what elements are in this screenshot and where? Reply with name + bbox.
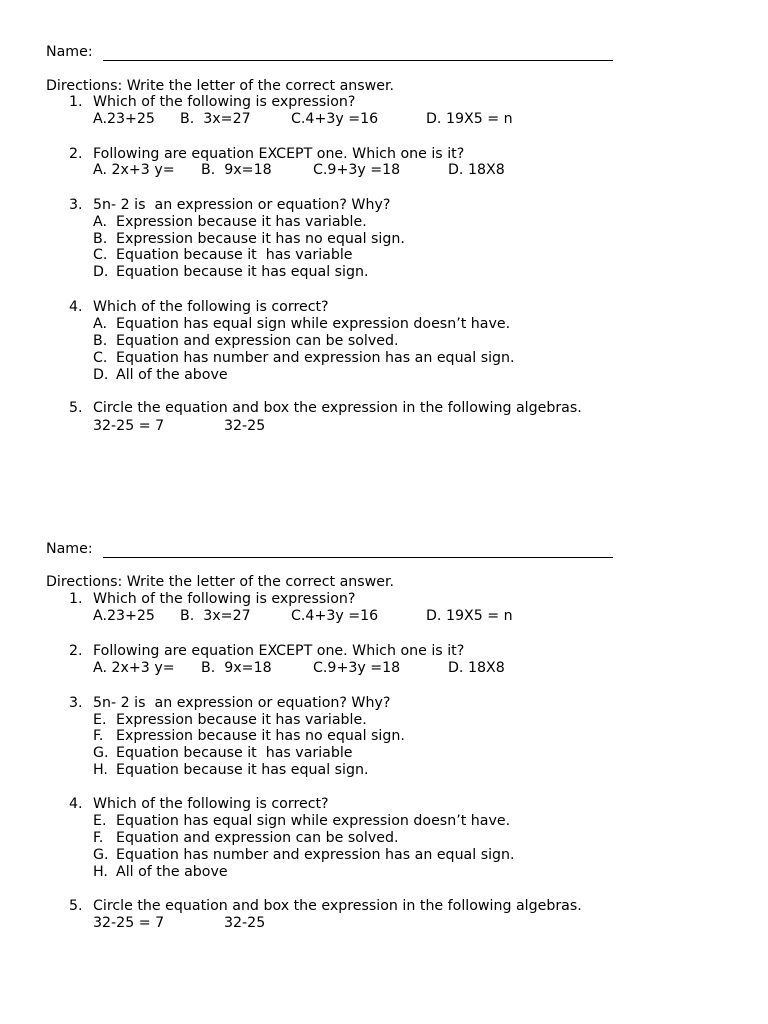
question-3-text: 5n- 2 is an expression or equation? Why?	[93, 197, 391, 213]
question-3-option-letter: C.	[93, 247, 108, 263]
question-1-text: Which of the following is expression?	[93, 94, 356, 110]
question-4-option-letter: G.	[93, 847, 109, 863]
question-1-number: 1.	[69, 591, 83, 607]
question-3-option-letter: G.	[93, 745, 109, 761]
name-blank-line	[103, 557, 613, 558]
question-5-item-equation: 32-25 = 7	[93, 915, 165, 931]
question-1-option-b: B. 3x=27	[180, 608, 251, 624]
question-4-text: Which of the following is correct?	[93, 796, 329, 812]
question-3-option-text: Expression because it has no equal sign.	[116, 728, 405, 744]
question-3-option-text: Equation because it has equal sign.	[116, 762, 369, 778]
question-4-option-letter: B.	[93, 333, 108, 349]
question-3-text: 5n- 2 is an expression or equation? Why?	[93, 695, 391, 711]
question-1-number: 1.	[69, 94, 83, 110]
directions: Directions: Write the letter of the correct answer.	[46, 78, 395, 94]
question-4-number: 4.	[69, 299, 83, 315]
question-4-option-text: Equation and expression can be solved.	[116, 830, 399, 846]
question-4-option-text: All of the above	[116, 367, 228, 383]
question-3-option-text: Expression because it has variable.	[116, 214, 367, 230]
question-1-option-c: C.4+3y =16	[291, 608, 379, 624]
question-3-option-text: Equation because it has variable	[116, 745, 353, 761]
question-3-number: 3.	[69, 695, 83, 711]
question-2-option-b: B. 9x=18	[201, 162, 272, 178]
question-1-option-a: A.23+25	[93, 111, 155, 127]
question-4-option-letter: H.	[93, 864, 108, 880]
question-4-option-letter: E.	[93, 813, 107, 829]
question-1-option-d: D. 19X5 = n	[426, 608, 513, 624]
question-4-option-text: Equation has number and expression has an equal sign.	[116, 350, 515, 366]
question-3-option-text: Expression because it has no equal sign.	[116, 231, 405, 247]
question-4-option-text: Equation has equal sign while expression doesn’t have.	[116, 316, 511, 332]
question-1-text: Which of the following is expression?	[93, 591, 356, 607]
question-3-option-letter: H.	[93, 762, 108, 778]
question-5-item-expression: 32-25	[224, 915, 266, 931]
question-3-option-letter: A.	[93, 214, 107, 230]
question-4-option-text: Equation has number and expression has an equal sign.	[116, 847, 515, 863]
question-4-number: 4.	[69, 796, 83, 812]
question-3-option-text: Equation because it has equal sign.	[116, 264, 369, 280]
question-4-option-text: All of the above	[116, 864, 228, 880]
question-2-number: 2.	[69, 146, 83, 162]
name-label: Name:	[46, 541, 93, 557]
question-1-option-b: B. 3x=27	[180, 111, 251, 127]
question-2-option-a: A. 2x+3 y=	[93, 660, 175, 676]
question-2-option-d: D. 18X8	[448, 162, 505, 178]
question-4-option-letter: F.	[93, 830, 104, 846]
question-4-option-text: Equation and expression can be solved.	[116, 333, 399, 349]
question-2-option-b: B. 9x=18	[201, 660, 272, 676]
question-2-option-c: C.9+3y =18	[313, 162, 401, 178]
question-3-option-letter: F.	[93, 728, 104, 744]
question-4-option-letter: D.	[93, 367, 109, 383]
question-3-option-text: Expression because it has variable.	[116, 712, 367, 728]
question-2-option-d: D. 18X8	[448, 660, 505, 676]
question-1-option-c: C.4+3y =16	[291, 111, 379, 127]
question-2-option-c: C.9+3y =18	[313, 660, 401, 676]
question-4-option-letter: A.	[93, 316, 107, 332]
question-3-option-letter: B.	[93, 231, 108, 247]
question-1-option-a: A.23+25	[93, 608, 155, 624]
name-blank-line	[103, 60, 613, 61]
question-5-item-expression: 32-25	[224, 418, 266, 434]
question-4-option-letter: C.	[93, 350, 108, 366]
name-label: Name:	[46, 44, 93, 60]
question-3-option-text: Equation because it has variable	[116, 247, 353, 263]
question-3-number: 3.	[69, 197, 83, 213]
question-5-item-equation: 32-25 = 7	[93, 418, 165, 434]
directions: Directions: Write the letter of the correct answer.	[46, 574, 395, 590]
question-1-option-d: D. 19X5 = n	[426, 111, 513, 127]
question-2-number: 2.	[69, 643, 83, 659]
question-5-text: Circle the equation and box the expression in the following algebras.	[93, 898, 582, 914]
question-5-text: Circle the equation and box the expression in the following algebras.	[93, 400, 582, 416]
question-4-text: Which of the following is correct?	[93, 299, 329, 315]
question-2-text: Following are equation EXCEPT one. Which one is it?	[93, 643, 465, 659]
question-2-text: Following are equation EXCEPT one. Which one is it?	[93, 146, 465, 162]
question-2-option-a: A. 2x+3 y=	[93, 162, 175, 178]
question-5-number: 5.	[69, 898, 83, 914]
question-4-option-text: Equation has equal sign while expression doesn’t have.	[116, 813, 511, 829]
question-5-number: 5.	[69, 400, 83, 416]
question-3-option-letter: D.	[93, 264, 109, 280]
question-3-option-letter: E.	[93, 712, 107, 728]
